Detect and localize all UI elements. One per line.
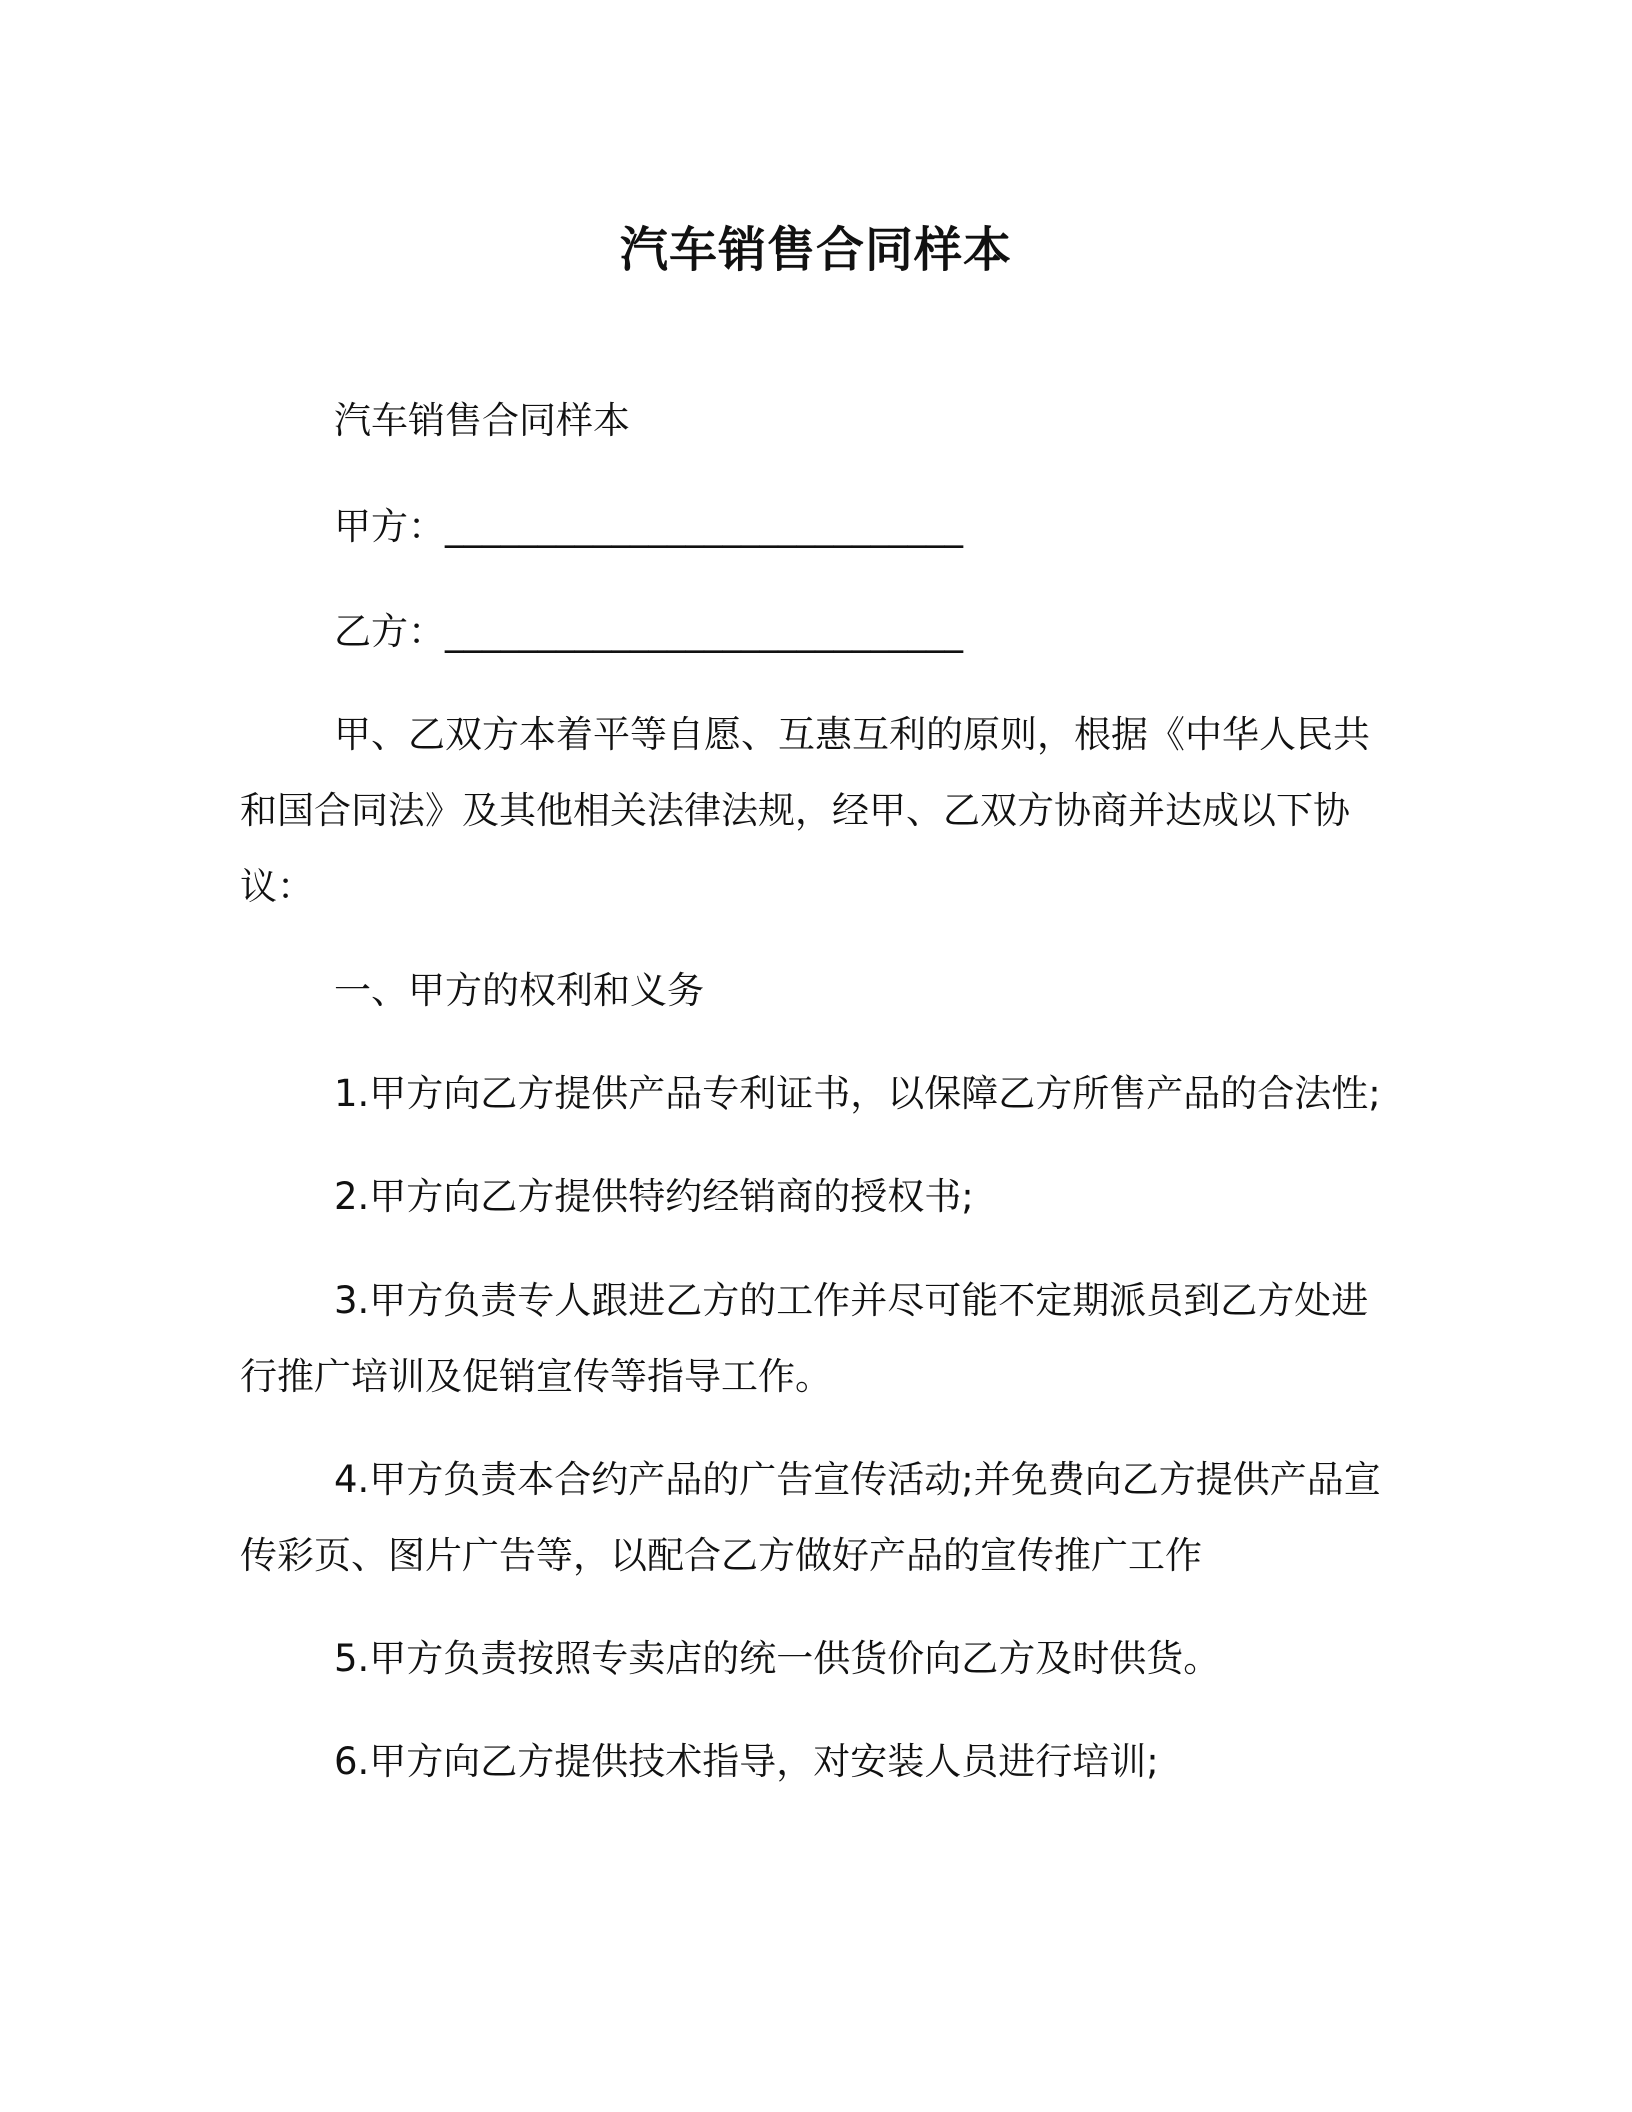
clause-3-line-2: 行推广培训及促销宣传等指导工作。	[240, 1355, 832, 1398]
party-a-line: 甲方：____________________________	[334, 505, 963, 548]
section-heading: 一、甲方的权利和义务	[334, 969, 704, 1012]
preamble-line-1: 甲、乙双方本着平等自愿、互惠互利的原则，根据《中华人民共	[334, 713, 1370, 756]
clause-4-line-2: 传彩页、图片广告等，以配合乙方做好产品的宣传推广工作	[240, 1534, 1202, 1577]
clause-3-line-1: 3.甲方负责专人跟进乙方的工作并尽可能不定期派员到乙方处进	[334, 1279, 1369, 1322]
document-subtitle: 汽车销售合同样本	[334, 399, 630, 442]
clause-1: 1.甲方向乙方提供产品专利证书，以保障乙方所售产品的合法性;	[334, 1072, 1381, 1115]
preamble-line-3: 议：	[240, 865, 314, 908]
clause-6: 6.甲方向乙方提供技术指导，对安装人员进行培训;	[334, 1740, 1159, 1783]
party-b-line: 乙方：____________________________	[334, 610, 963, 653]
clause-4-line-1: 4.甲方负责本合约产品的广告宣传活动;并免费向乙方提供产品宣	[334, 1458, 1381, 1501]
clause-5: 5.甲方负责按照专卖店的统一供货价向乙方及时供货。	[334, 1637, 1221, 1680]
preamble-line-2: 和国合同法》及其他相关法律法规，经甲、乙双方协商并达成以下协	[240, 789, 1350, 832]
clause-2: 2.甲方向乙方提供特约经销商的授权书;	[334, 1175, 974, 1218]
document-title: 汽车销售合同样本	[619, 222, 1012, 278]
